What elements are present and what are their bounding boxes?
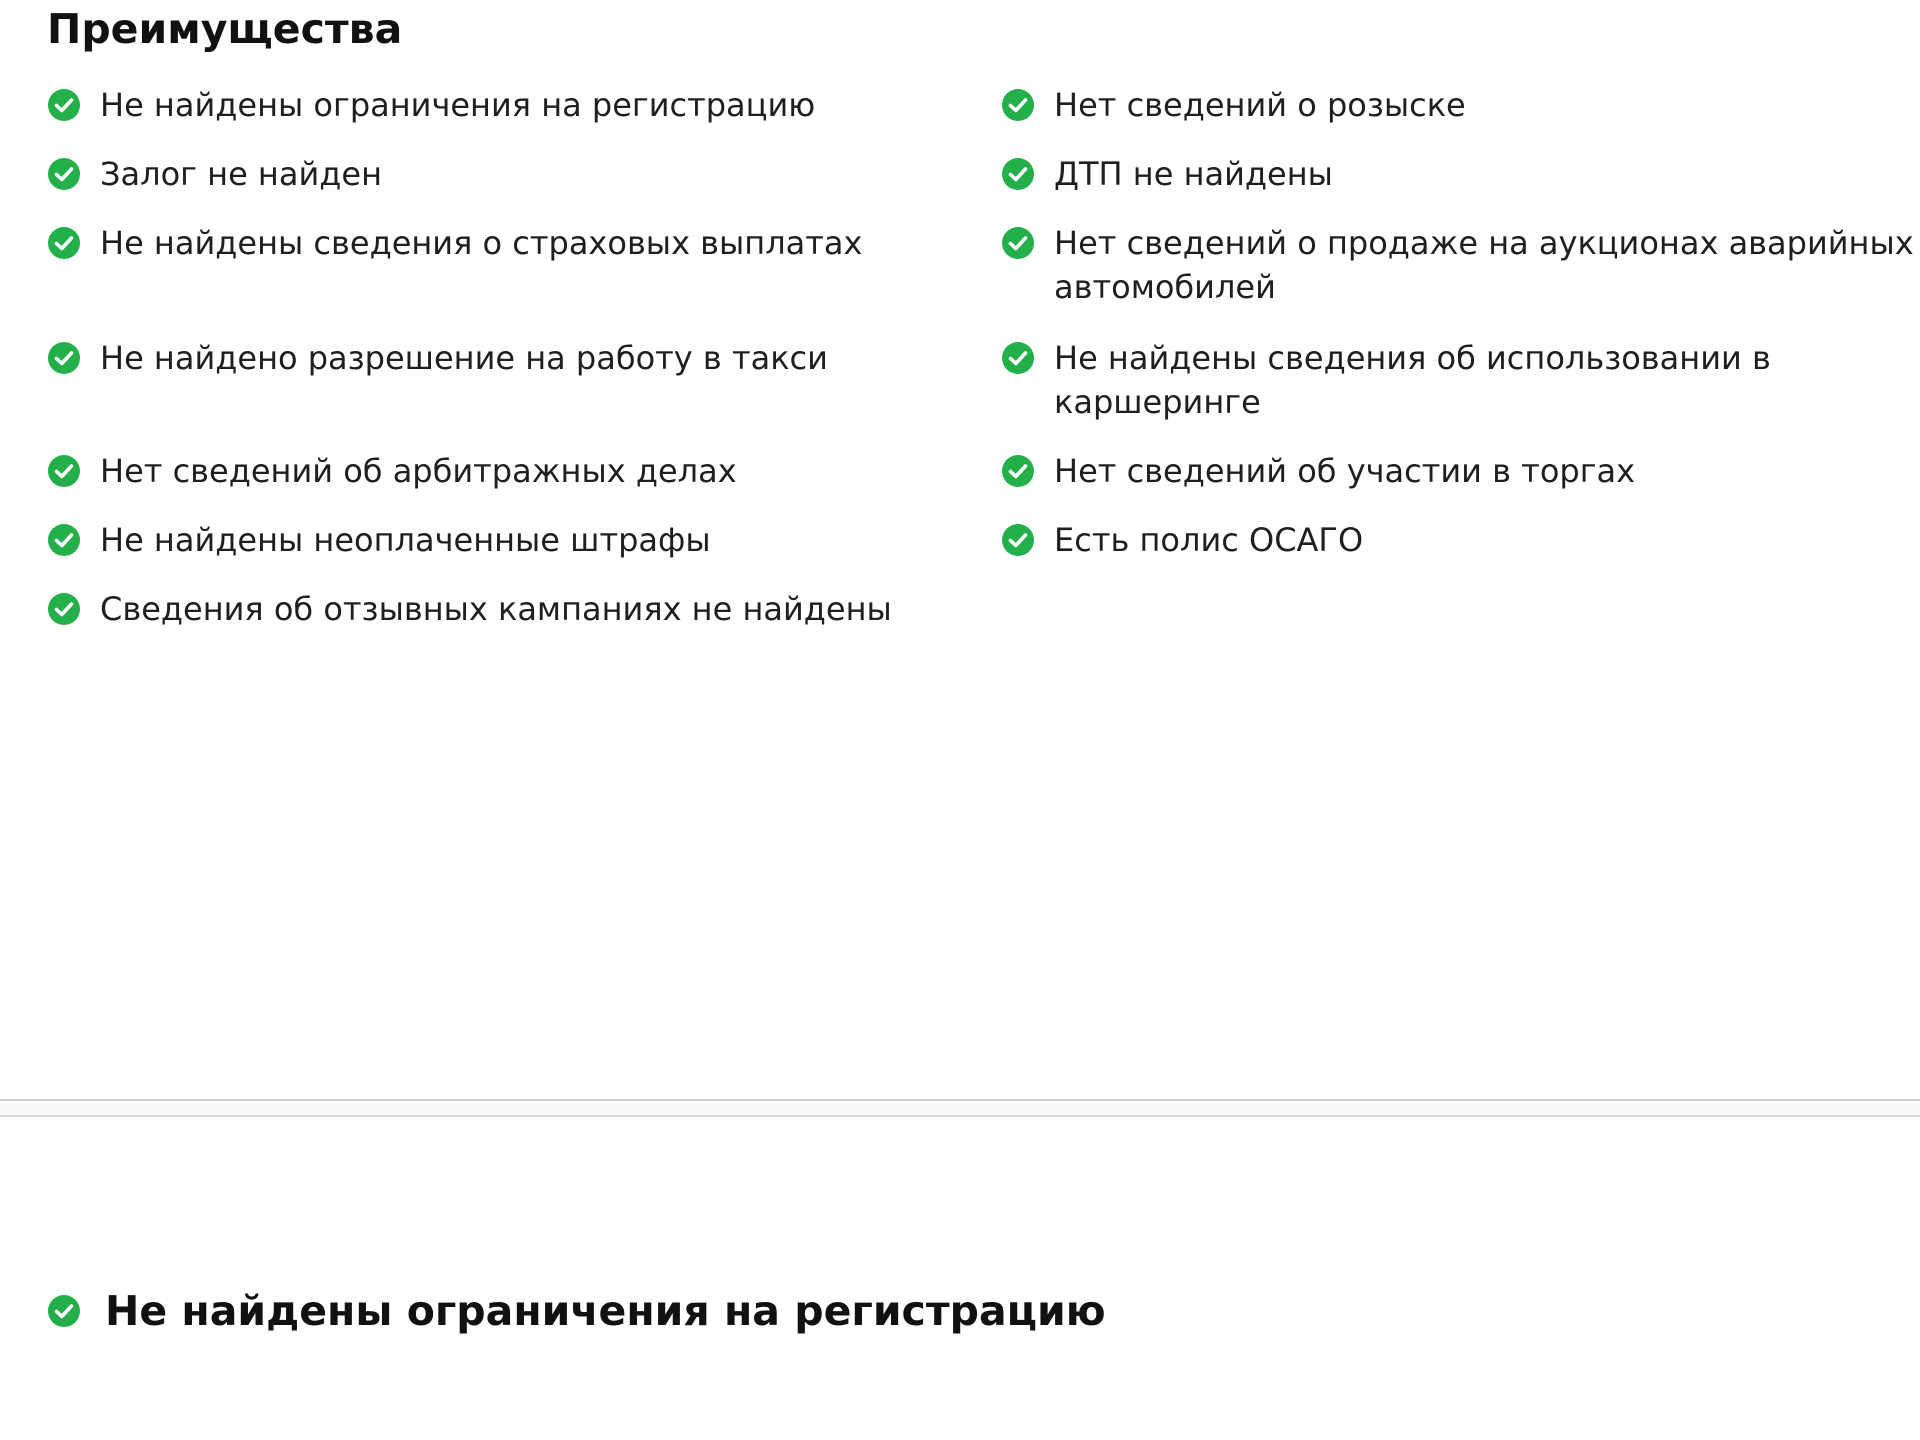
benefits-list xyxy=(47,0,1920,720)
benefit-label: Не найдены ограничения на регистрацию xyxy=(100,86,816,124)
benefit-label: Нет сведений о розыске xyxy=(1054,86,1466,124)
benefit-label: Сведения об отзывных кампаниях не найдены xyxy=(100,590,892,628)
section-heading-label: Не найдены ограничения на регистрацию xyxy=(105,1287,1106,1335)
check-circle-icon xyxy=(47,157,81,191)
check-circle-icon xyxy=(47,1294,81,1328)
check-circle-icon xyxy=(47,454,81,488)
check-circle-icon xyxy=(1001,88,1035,122)
benefit-label: Не найдены сведения о страховых выплатах xyxy=(100,224,863,262)
benefit-label: Не найдены неоплаченные штрафы xyxy=(100,521,711,559)
section-divider xyxy=(0,1099,1920,1117)
check-circle-icon xyxy=(1001,454,1035,488)
check-circle-icon xyxy=(1001,341,1035,375)
page-title: Преимущества xyxy=(47,5,403,53)
check-circle-icon xyxy=(1001,157,1035,191)
benefit-label: Есть полис ОСАГО xyxy=(1054,521,1364,559)
benefit-label: Не найдены сведения об использовании в каршеринге xyxy=(1054,339,1771,421)
benefit-label: Нет сведений о продаже на аукционах аварийных автомобилей xyxy=(1054,224,1914,306)
benefit-label: Не найдено разрешение на работу в такси xyxy=(100,339,828,377)
check-circle-icon xyxy=(1001,523,1035,557)
check-circle-icon xyxy=(47,341,81,375)
benefit-label: Нет сведений об участии в торгах xyxy=(1054,452,1636,490)
check-circle-icon xyxy=(47,88,81,122)
benefit-label: Нет сведений об арбитражных делах xyxy=(100,452,737,490)
check-circle-icon xyxy=(47,523,81,557)
check-circle-icon xyxy=(47,592,81,626)
benefit-label: Залог не найден xyxy=(100,155,382,193)
benefit-label: ДТП не найдены xyxy=(1054,155,1333,193)
check-circle-icon xyxy=(47,226,81,260)
check-circle-icon xyxy=(1001,226,1035,260)
